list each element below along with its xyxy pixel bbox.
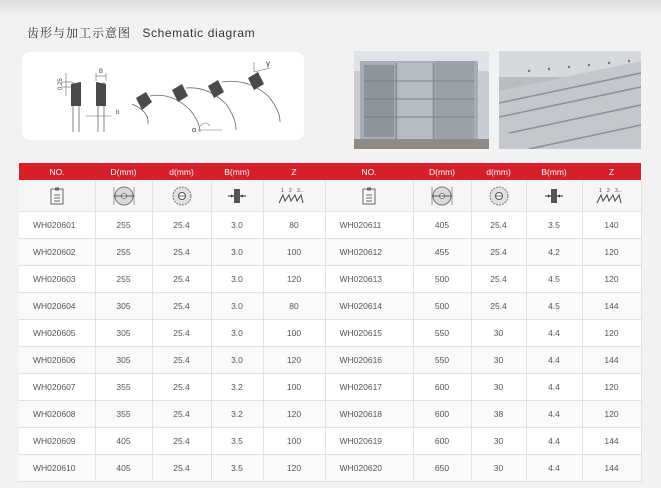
cell-teeth-count-right: 144 — [582, 347, 641, 374]
header-Z-left: Z — [263, 163, 325, 180]
cell-model-no-left: WH020610 — [19, 455, 95, 482]
cell-outer-diameter-left: 305 — [95, 293, 152, 320]
cell-outer-diameter-right: 600 — [413, 401, 471, 428]
cell-model-no-left: WH020602 — [19, 239, 95, 266]
tooth-cross-section — [58, 69, 120, 132]
cell-bore-diameter-left: 25.4 — [152, 266, 211, 293]
svg-text:2: 2 — [289, 187, 292, 194]
cell-kerf-width-left: 3.0 — [211, 266, 263, 293]
cell-bore-diameter-left: 25.4 — [152, 320, 211, 347]
cell-outer-diameter-left: 255 — [95, 212, 152, 239]
cell-teeth-count-right: 144 — [582, 428, 641, 455]
cell-outer-diameter-left: 405 — [95, 428, 152, 455]
cell-model-no-right: WH020618 — [325, 401, 413, 428]
outer-diameter-icon — [413, 180, 471, 212]
cell-outer-diameter-right: 600 — [413, 374, 471, 401]
cell-kerf-width-right: 4.4 — [526, 320, 582, 347]
saw-teeth-profile — [132, 59, 280, 134]
cell-model-no-left: WH020609 — [19, 428, 95, 455]
header-D-left: D(mm) — [95, 163, 152, 180]
kerf-width-icon — [526, 180, 582, 212]
tooth-schematic — [22, 52, 304, 140]
header-d-right: d(mm) — [471, 163, 526, 180]
cell-teeth-count-right: 144 — [582, 455, 641, 482]
schematic-diagram-panel — [22, 52, 304, 140]
cell-model-no-left: WH020608 — [19, 401, 95, 428]
cell-teeth-count-left: 100 — [263, 239, 325, 266]
cell-teeth-count-right: 120 — [582, 239, 641, 266]
cell-kerf-width-left: 3.0 — [211, 212, 263, 239]
cell-model-no-right: WH020611 — [325, 212, 413, 239]
cell-bore-diameter-left: 25.4 — [152, 293, 211, 320]
table-row — [19, 293, 641, 320]
cell-teeth-count-left: 120 — [263, 401, 325, 428]
cell-model-no-left: WH020604 — [19, 293, 95, 320]
table-header-row — [19, 163, 641, 180]
cell-teeth-count-left: 120 — [263, 347, 325, 374]
dim-b-upper-label: B — [99, 69, 104, 75]
cell-kerf-width-right: 3.5 — [526, 212, 582, 239]
cell-bore-diameter-right: 30 — [471, 428, 526, 455]
cell-bore-diameter-right: 25.4 — [471, 266, 526, 293]
cell-teeth-count-right: 144 — [582, 293, 641, 320]
cell-outer-diameter-left: 355 — [95, 401, 152, 428]
cell-model-no-left: WH020605 — [19, 320, 95, 347]
cell-kerf-width-left: 3.5 — [211, 428, 263, 455]
cell-bore-diameter-right: 38 — [471, 401, 526, 428]
title-english: Schematic diagram — [142, 26, 256, 40]
table-icon-row — [19, 180, 641, 212]
header-d-left: d(mm) — [152, 163, 211, 180]
dim-b-lower-label: b — [116, 110, 120, 116]
cell-bore-diameter-right: 30 — [471, 320, 526, 347]
cell-kerf-width-left: 3.0 — [211, 293, 263, 320]
cell-teeth-count-left: 100 — [263, 428, 325, 455]
cell-model-no-left: WH020606 — [19, 347, 95, 374]
alpha-label: α — [192, 127, 197, 134]
cell-outer-diameter-right: 650 — [413, 455, 471, 482]
table-row — [19, 347, 641, 374]
svg-text:1: 1 — [281, 187, 284, 194]
section-title — [27, 24, 255, 41]
cell-outer-diameter-left: 405 — [95, 455, 152, 482]
header-B-left: B(mm) — [211, 163, 263, 180]
cell-teeth-count-right: 120 — [582, 374, 641, 401]
cell-teeth-count-left: 80 — [263, 293, 325, 320]
table-row — [19, 374, 641, 401]
header-no-left: NO. — [19, 163, 95, 180]
table-row — [19, 239, 641, 266]
dim-025-label: 0.25 — [58, 78, 64, 90]
header-D-right: D(mm) — [413, 163, 471, 180]
bore-diameter-icon — [152, 180, 211, 212]
cell-model-no-right: WH020620 — [325, 455, 413, 482]
cell-kerf-width-right: 4.5 — [526, 293, 582, 320]
spec-table — [19, 163, 642, 482]
header-B-right: B(mm) — [526, 163, 582, 180]
cell-kerf-width-right: 4.4 — [526, 347, 582, 374]
cell-teeth-count-left: 100 — [263, 374, 325, 401]
document-icon — [19, 180, 95, 212]
cell-bore-diameter-left: 25.4 — [152, 212, 211, 239]
gamma-label: γ — [266, 59, 270, 68]
table-row — [19, 455, 641, 482]
header-no-right: NO. — [325, 163, 413, 180]
cell-outer-diameter-left: 355 — [95, 374, 152, 401]
svg-text:2: 2 — [606, 187, 610, 194]
cell-kerf-width-left: 3.5 — [211, 455, 263, 482]
cell-kerf-width-left: 3.0 — [211, 239, 263, 266]
cell-kerf-width-right: 4.2 — [526, 239, 582, 266]
cell-kerf-width-right: 4.4 — [526, 428, 582, 455]
cell-outer-diameter-right: 600 — [413, 428, 471, 455]
cell-outer-diameter-right: 500 — [413, 293, 471, 320]
outer-diameter-icon — [95, 180, 152, 212]
cell-outer-diameter-right: 500 — [413, 266, 471, 293]
cell-model-no-right: WH020619 — [325, 428, 413, 455]
cell-outer-diameter-right: 550 — [413, 347, 471, 374]
cell-bore-diameter-right: 25.4 — [471, 212, 526, 239]
cell-kerf-width-left: 3.2 — [211, 374, 263, 401]
cell-outer-diameter-right: 455 — [413, 239, 471, 266]
cell-outer-diameter-right: 405 — [413, 212, 471, 239]
formwork-photo-1 — [354, 51, 489, 149]
bore-diameter-icon — [471, 180, 526, 212]
table-row — [19, 428, 641, 455]
cell-teeth-count-right: 140 — [582, 212, 641, 239]
cell-bore-diameter-right: 25.4 — [471, 239, 526, 266]
cell-bore-diameter-left: 25.4 — [152, 239, 211, 266]
cell-bore-diameter-left: 25.4 — [152, 347, 211, 374]
cell-outer-diameter-left: 305 — [95, 347, 152, 374]
header-Z-right: Z — [582, 163, 641, 180]
cell-kerf-width-left: 3.2 — [211, 401, 263, 428]
cell-teeth-count-left: 80 — [263, 212, 325, 239]
cell-outer-diameter-right: 550 — [413, 320, 471, 347]
svg-text:1: 1 — [598, 187, 602, 194]
cell-teeth-count-left: 100 — [263, 320, 325, 347]
cell-model-no-right: WH020613 — [325, 266, 413, 293]
cell-kerf-width-right: 4.4 — [526, 455, 582, 482]
cell-bore-diameter-right: 30 — [471, 374, 526, 401]
cell-bore-diameter-right: 30 — [471, 455, 526, 482]
cell-model-no-left: WH020607 — [19, 374, 95, 401]
cell-model-no-right: WH020614 — [325, 293, 413, 320]
kerf-width-icon — [211, 180, 263, 212]
cell-kerf-width-right: 4.4 — [526, 401, 582, 428]
table-row — [19, 401, 641, 428]
cell-model-no-right: WH020612 — [325, 239, 413, 266]
cell-bore-diameter-left: 25.4 — [152, 401, 211, 428]
cell-teeth-count-right: 120 — [582, 401, 641, 428]
table-row — [19, 320, 641, 347]
table-row — [19, 212, 641, 239]
cell-bore-diameter-left: 25.4 — [152, 374, 211, 401]
cell-model-no-right: WH020616 — [325, 347, 413, 374]
cell-outer-diameter-left: 255 — [95, 266, 152, 293]
svg-text:3...: 3... — [297, 187, 304, 194]
cell-model-no-right: WH020617 — [325, 374, 413, 401]
svg-text:3...: 3... — [614, 187, 622, 194]
cell-bore-diameter-right: 25.4 — [471, 293, 526, 320]
cell-teeth-count-right: 120 — [582, 320, 641, 347]
table-row — [19, 266, 641, 293]
cell-model-no-left: WH020601 — [19, 212, 95, 239]
cell-outer-diameter-left: 305 — [95, 320, 152, 347]
cell-teeth-count-left: 120 — [263, 455, 325, 482]
cell-model-no-right: WH020615 — [325, 320, 413, 347]
cell-kerf-width-right: 4.4 — [526, 374, 582, 401]
document-icon — [325, 180, 413, 212]
top-shadow-bar — [0, 0, 661, 16]
formwork-photo-2 — [499, 51, 641, 149]
cell-kerf-width-left: 3.0 — [211, 347, 263, 374]
cell-teeth-count-left: 120 — [263, 266, 325, 293]
title-chinese: 齿形与加工示意图 — [27, 26, 132, 40]
teeth-count-icon — [582, 180, 641, 212]
cell-bore-diameter-right: 30 — [471, 347, 526, 374]
cell-model-no-left: WH020603 — [19, 266, 95, 293]
cell-outer-diameter-left: 255 — [95, 239, 152, 266]
cell-bore-diameter-left: 25.4 — [152, 428, 211, 455]
cell-bore-diameter-left: 25.4 — [152, 455, 211, 482]
cell-kerf-width-right: 4.5 — [526, 266, 582, 293]
teeth-count-icon — [263, 180, 325, 212]
cell-kerf-width-left: 3.0 — [211, 320, 263, 347]
cell-teeth-count-right: 120 — [582, 266, 641, 293]
